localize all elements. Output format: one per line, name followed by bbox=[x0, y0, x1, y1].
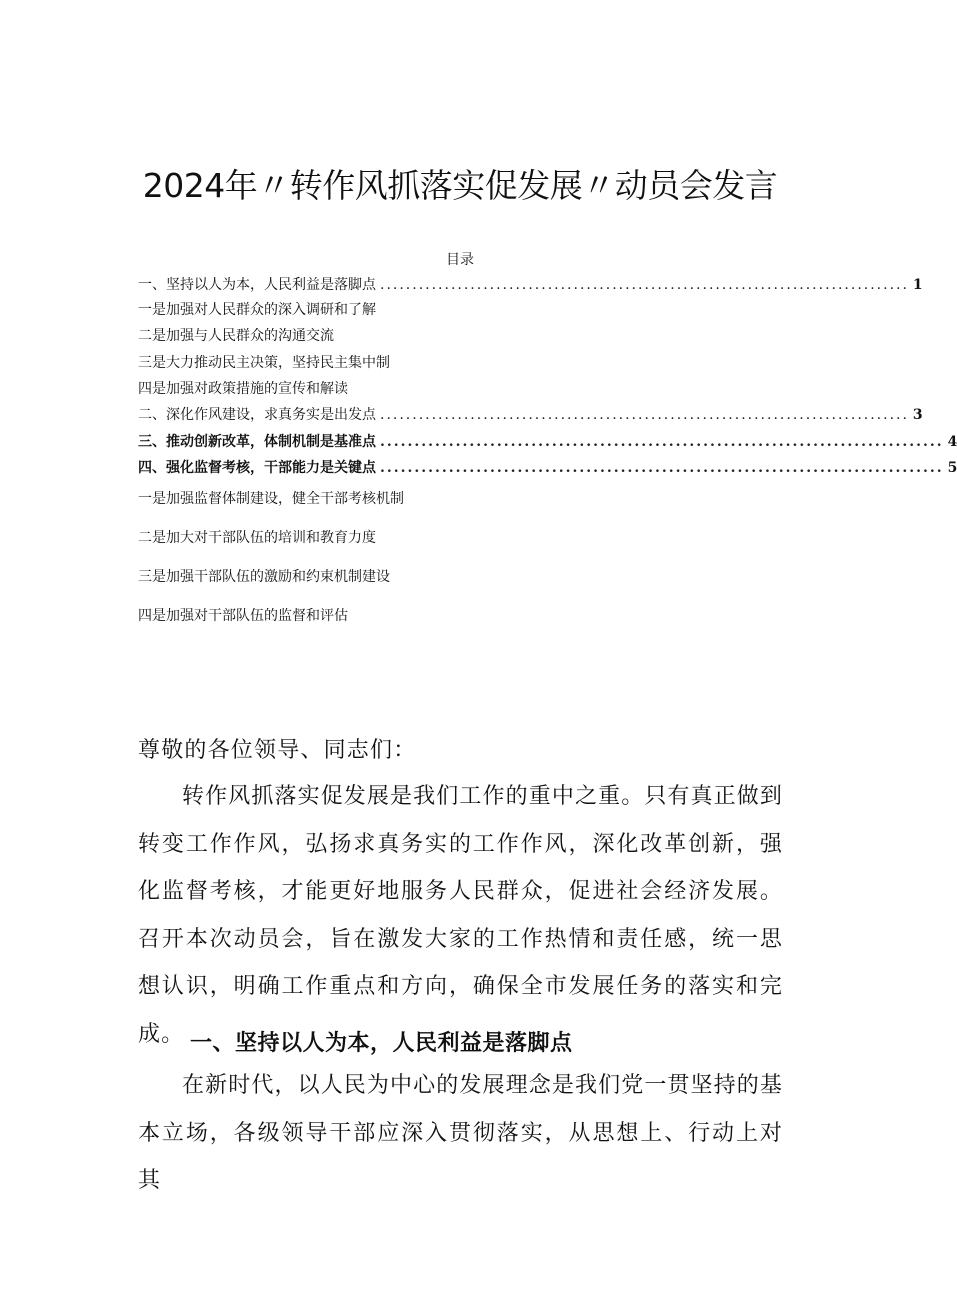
toc-entry-label: 四、强化监督考核，干部能力是关键点 bbox=[138, 460, 376, 476]
toc-entry-4[interactable] bbox=[138, 459, 957, 477]
toc-subentry[interactable]: 三是加强干部队伍的激励和约束机制建设 bbox=[138, 569, 390, 585]
toc-leader: .................................................................................. bbox=[380, 407, 909, 423]
toc-subentry[interactable]: 二是加大对干部队伍的培训和教育力度 bbox=[138, 530, 376, 546]
toc-entry-label: 三、推动创新改革，体制机制是基准点 bbox=[138, 434, 376, 450]
toc-subentry[interactable]: 一是加强对人民群众的深入调研和了解 bbox=[138, 302, 376, 318]
toc-page-number: 4 bbox=[947, 434, 957, 450]
toc-subentry[interactable]: 二是加强与人民群众的沟通交流 bbox=[138, 328, 334, 344]
toc-entry-2[interactable] bbox=[138, 406, 923, 424]
toc-leader: .................................................................................. bbox=[380, 460, 944, 476]
toc-entry-3[interactable] bbox=[138, 433, 957, 451]
toc-subentry[interactable]: 三是大力推动民主决策，坚持民主集中制 bbox=[138, 355, 390, 371]
toc-subentry[interactable]: 一是加强监督体制建设，健全干部考核机制 bbox=[138, 491, 404, 507]
toc-entry-1[interactable] bbox=[138, 276, 923, 294]
toc-heading: 目录 bbox=[446, 252, 474, 268]
toc-page-number: 3 bbox=[912, 407, 923, 423]
toc-subentry[interactable]: 四是加强对干部队伍的监督和评估 bbox=[138, 608, 348, 624]
intro-paragraph: 转作风抓落实促发展是我们工作的重中之重。只有真正做到转变工作作风，弘扬求真务实的工作作风，深化改革创新，强化监督考核，才能更好地服务人民群众，促进社会经济发展。召开本次动员会，旨在激发大家的工作热情和责任感，统一思想认识，明确工作重点和方向，确保全市发展任务的落实和完成。 bbox=[138, 784, 783, 1047]
toc-subentry[interactable]: 四是加强对政策措施的宣传和解读 bbox=[138, 381, 348, 397]
document-title: 2024年〃转作风抓落实促发展〃动员会发言 bbox=[142, 166, 778, 205]
toc-page-number: 1 bbox=[912, 277, 923, 293]
toc-entry-label: 二、深化作风建设，求真务实是出发点 bbox=[138, 407, 376, 423]
toc-leader: .................................................................................. bbox=[380, 277, 909, 293]
toc-page-number: 5 bbox=[947, 460, 957, 476]
section-heading: 一、坚持以人为本，人民利益是落脚点 bbox=[190, 1031, 573, 1056]
salutation: 尊敬的各位领导、同志们： bbox=[138, 738, 417, 763]
toc-entry-label: 一、坚持以人为本，人民利益是落脚点 bbox=[138, 277, 376, 293]
toc-leader: .................................................................................. bbox=[380, 434, 944, 450]
section-paragraph: 在新时代，以人民为中心的发展理念是我们党一贯坚持的基本立场，各级领导干部应深入贯彻落实，从思想上、行动上对其 bbox=[138, 1073, 783, 1193]
